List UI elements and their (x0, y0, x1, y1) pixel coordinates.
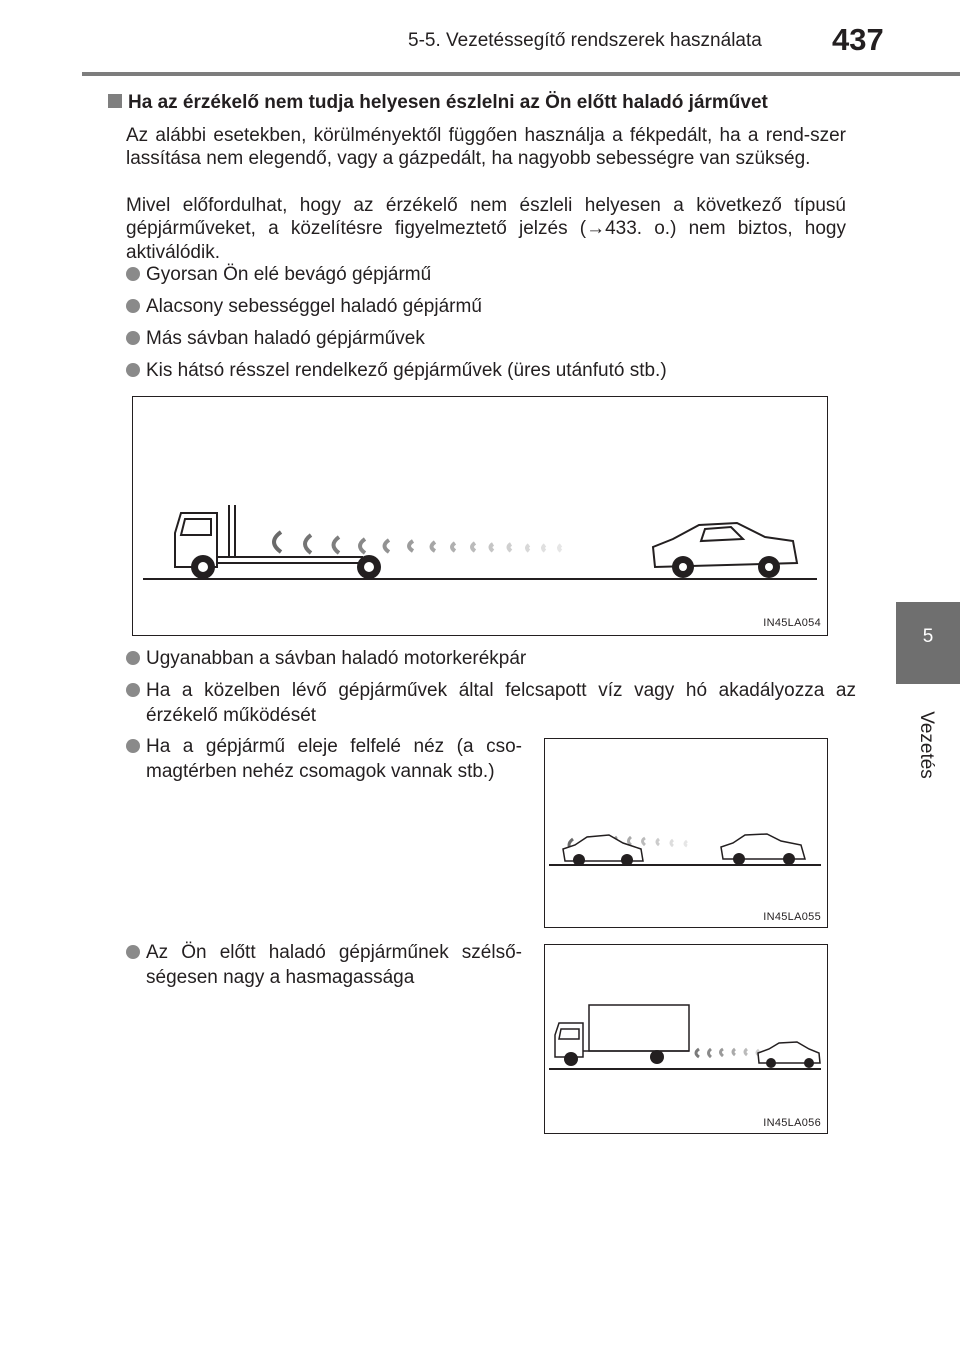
list-item (126, 678, 856, 728)
list-item (126, 262, 431, 287)
list-item-text: Az Ön előtt haladó gépjárműnek szélső-ségesen nagy a hasmagassága (146, 942, 522, 988)
bullet-icon (126, 739, 140, 753)
section-heading (108, 92, 768, 114)
figure-code: IN45LA054 (763, 617, 821, 629)
high-clearance-illustration (545, 945, 827, 1133)
chapter-label (894, 690, 958, 800)
list-item-text: Alacsony sebességgel haladó gépjármű (146, 296, 482, 317)
list-item-text: Ha a gépjármű eleje felfelé néz (a cso-magtérben nehéz csomagok vannak stb.) (146, 736, 522, 782)
list-item-text: Ugyanabban a sávban haladó motorkerékpár (146, 648, 527, 669)
bullet-icon (126, 331, 140, 345)
list-item (126, 646, 526, 671)
list-item (126, 940, 522, 990)
empty-trailer-illustration (133, 397, 827, 635)
list-item-text: Ha a közelben lévő gépjárművek által felcsapott víz vagy hó akadályozza az érzékelő működését (146, 680, 856, 726)
list-item (126, 358, 667, 383)
chapter-tab (896, 602, 960, 684)
list-item (126, 294, 482, 319)
bullet-icon (126, 267, 140, 281)
square-bullet-icon (108, 94, 122, 108)
page-number: 437 (832, 22, 884, 57)
bullet-icon (126, 945, 140, 959)
bullet-icon (126, 363, 140, 377)
list-item-text: Más sávban haladó gépjárművek (146, 328, 425, 349)
list-item (126, 734, 522, 784)
figure-nose-up (544, 738, 828, 928)
list-item-text: Gyorsan Ön elé bevágó gépjármű (146, 264, 432, 285)
header-rule (82, 72, 960, 76)
figure-empty-trailer (132, 396, 828, 636)
chapter-number: 5 (922, 626, 934, 647)
intro-paragraph-2: Mivel előfordulhat, hogy az érzékelő nem észleli helyesen a következő típusú gépjárműveket, a közelítésre figyelmeztető jelzés (→433. o.) nem biztos, hogy aktiválódik. (126, 195, 846, 263)
bullet-icon (126, 299, 140, 313)
nose-up-illustration (545, 739, 827, 927)
figure-high-clearance (544, 944, 828, 1134)
bullet-icon (126, 651, 140, 665)
intro-paragraph-1: Az alábbi esetekben, körülményektől függően használja a fékpedált, ha a rend-szer lassítása nem elegendő, vagy a gázpedált, ha nagyobb sebességre van szükség. (126, 125, 846, 170)
list-item-text: Kis hátsó résszel rendelkező gépjárművek (üres utánfutó stb.) (146, 360, 667, 381)
figure-code: IN45LA056 (763, 1117, 821, 1129)
figure-code: IN45LA055 (763, 911, 821, 923)
running-header-section: 5-5. Vezetéssegítő rendszerek használata (408, 30, 762, 51)
section-heading-text: Ha az érzékelő nem tudja helyesen észlelni az Ön előtt haladó járművet (128, 92, 768, 113)
chapter-label-text: Vezetés (916, 711, 937, 779)
bullet-icon (126, 683, 140, 697)
list-item (126, 326, 425, 351)
